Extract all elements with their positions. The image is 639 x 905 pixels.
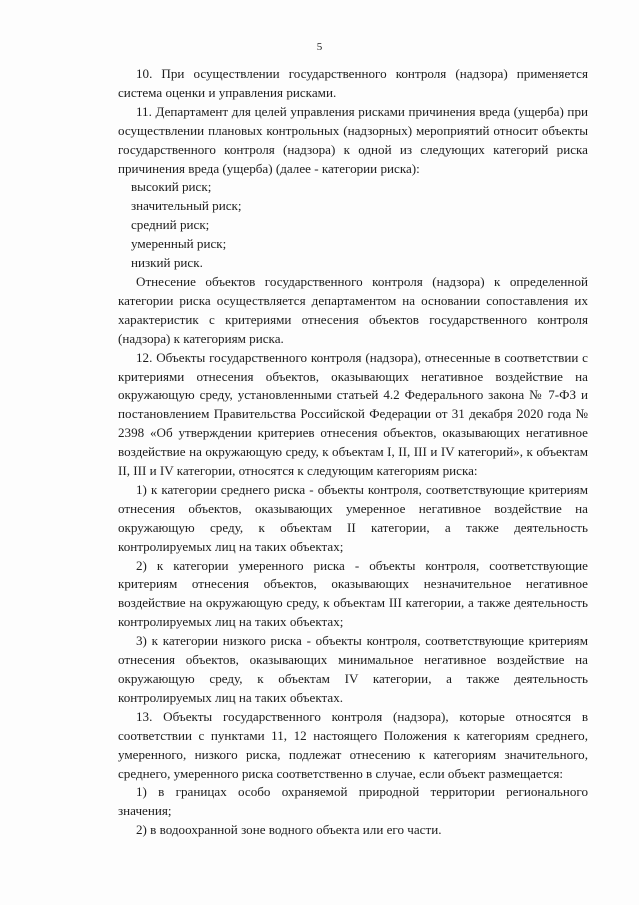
- paragraph-12-item-2: 2) к категории умеренного риска - объекты контроля, соответствующие критериям отнесения объектов, оказывающих незначительное негативное воздействие на окружающую среду, к объектам III категории, а также деятельность контролируемых лиц на таких объектах;: [118, 557, 588, 630]
- paragraph-11: 11. Департамент для целей управления рисками причинения вреда (ущерба) при осуществлении плановых контрольных (надзорных) мероприятий относит объекты государственного контроля (надзора) к одной из следующих категорий риска причинения вреда (ущерба) (далее - категории риска):: [118, 103, 588, 176]
- paragraph-11-tail: Отнесение объектов государственного контроля (надзора) к определенной категории риска осуществляется департаментом на основании сопоставления их характеристик с критериями отнесения объектов государственного контроля (надзора) к категориям риска.: [118, 273, 588, 346]
- paragraph-10: 10. При осуществлении государственного контроля (надзора) применяется система оценки и управления рисками.: [118, 66, 588, 100]
- risk-list-item: средний риск;: [131, 217, 210, 233]
- paragraph-12-item-3: 3) к категории низкого риска - объекты контроля, соответствующие критериям отнесения объектов, оказывающих минимальное негативное воздействие на окружающую среду, к объектам IV категории, а также деятельность контролируемых лиц на таких объектах.: [118, 633, 588, 705]
- risk-list-item: низкий риск.: [131, 255, 203, 271]
- risk-category-list: [118, 178, 588, 273]
- paragraph-12-item-1: 1) к категории среднего риска - объекты контроля, соответствующие критериям отнесения объектов, оказывающих умеренное негативное воздействие на окружающую среду, к объектам II категории, а также деятельность контролируемых лиц на таких объектах;: [118, 481, 588, 554]
- paragraph-13: 13. Объекты государственного контроля (надзора), которые относятся в соответствии с пунктами 11, 12 настоящего Положения к категориям среднего, умеренного, низкого риска, подлежат отнесению к категориям значительного, среднего, умеренного риска соответственно в случае, если объект размещается:: [118, 708, 588, 781]
- risk-list-item: умеренный риск;: [131, 236, 227, 252]
- paragraph-13-item-1: 1) в границах особо охраняемой природной территории регионального значения;: [118, 784, 588, 819]
- page-number: 5: [316, 41, 323, 53]
- paragraph-13-item-2: 2) в водоохранной зоне водного объекта или его части.: [136, 822, 442, 838]
- document-body: [118, 65, 588, 840]
- risk-list-item: значительный риск;: [131, 198, 242, 214]
- risk-list-item: высокий риск;: [131, 179, 212, 195]
- paragraph-12: 12. Объекты государственного контроля (надзора), отнесенные в соответствии с критериями отнесения объектов, оказывающих негативное воздействие на окружающую среду, установленными статьей 4.2 Федерального закона № 7-ФЗ и постановлением Правительства Российской Федерации от 31 декабря 2020 года № 2398 «Об утверждении критериев отнесения объектов, оказывающих негативное воздействие на окружающую среду, к объектам I, II, III и IV категорий», к объектам II, III и IV категории, относятся к следующим категориям риска:: [118, 349, 588, 479]
